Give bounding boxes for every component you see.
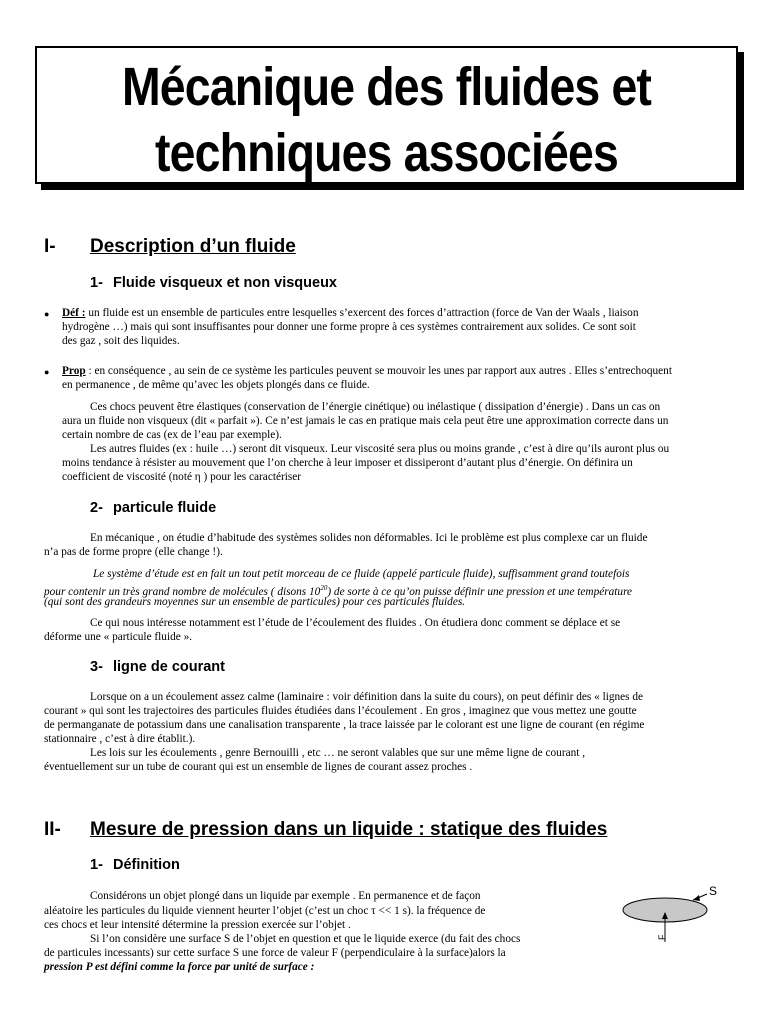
def-text-1: un fluide est un ensemble de particules entre lesquelles s’exercent des forces d’attraction (force de Van der Waals , liaison	[85, 307, 639, 319]
def-paragraph-line-3: des gaz , soit des liquides.	[62, 335, 180, 347]
particule-italic-line-1: Le système d’étude est en fait un tout petit morceau de ce fluide (appelé particule fluide), suffisamment grand toutefois	[93, 568, 630, 580]
particule-italic-line-3: (qui sont des grandeurs moyennes sur un ensemble de particules) pour ces particules fluides.	[44, 596, 466, 608]
surface-force-diagram	[615, 880, 725, 960]
subsection-1-1-number: 1-	[90, 275, 103, 291]
def-label: Déf :	[62, 307, 86, 319]
ligne-line-4: stationnaire , c’est à dire établit.).	[44, 733, 196, 745]
def-paragraph-line-1	[62, 306, 638, 320]
def-paragraph-line-2: hydrogène …) mais qui sont insuffisantes pour donner une forme propre à ces systèmes contrairement aux solides. Ce sont soit	[62, 321, 636, 333]
definition-line-3: ces chocs et leur intensité détermine la pression exercée sur l’objet .	[44, 919, 351, 931]
definition-line-1: Considérons un objet plongé dans un liquide par exemple . En permanence et de façon	[90, 890, 481, 902]
subsection-1-1-title: Fluide visqueux et non visqueux	[113, 275, 337, 291]
document-title-line-2: techniques associées	[155, 123, 618, 183]
ligne-line-5: Les lois sur les écoulements , genre Bernouilli , etc … ne seront valables que sur une même ligne de courant ,	[90, 747, 586, 759]
prop-text-1: : en conséquence , au sein de ce système les particules peuvent se mouvoir les unes par rapport aux autres . Elles s’entrechoquent	[85, 365, 672, 377]
chocs-line-4: Les autres fluides (ex : huile …) seront dit visqueux. Leur viscosité sera plus ou moins grande , c’est à dire qu’ils auront plus ou	[90, 443, 670, 455]
bullet-icon: ●	[44, 309, 50, 319]
surface-label: S	[709, 884, 718, 898]
section-1-title	[90, 236, 296, 258]
prop-paragraph-line-2: en permanence , de même qu’avec les objets plongés dans ce fluide.	[62, 379, 370, 391]
subsection-2-1-number: 1-	[90, 857, 103, 873]
particule-line-1: En mécanique , on étudie d’habitude des systèmes solides non déformables. Ici le problème est plus complexe car un fluide	[90, 532, 648, 544]
definition-line-5: de particules incessants) sur cette surface S une force de valeur F (perpendiculaire à la surface)alors la	[44, 947, 506, 959]
chocs-line-5: moins tendance à résister au mouvement que l’on cherche à leur imposer et dissiperont d’autant plus d’énergie. On définira un	[62, 457, 633, 469]
particule-line-2: n’a pas de forme propre (elle change !).	[44, 546, 223, 558]
section-2-title-text: Mesure de pression dans un liquide : statique des fluides	[90, 819, 608, 840]
prop-paragraph-line-1	[62, 364, 672, 378]
subsection-1-3-title: ligne de courant	[113, 659, 225, 675]
surface-pointer-arrowhead	[693, 895, 700, 901]
section-1-title-text: Description d’un fluide	[90, 236, 296, 257]
subsection-1-3-number: 3-	[90, 659, 103, 675]
particule-italic-text-b: ) de sorte à ce qu’on puisse définir une pression et une température	[327, 585, 633, 598]
particule-line-4: déforme une « particule fluide ».	[44, 631, 193, 643]
ligne-line-3: de permanganate de potassium dans une canalisation transparente , la trace laissée par le colorant est une ligne de courant (en régime	[44, 719, 645, 731]
chocs-line-2: aura un fluide non visqueux (dit « parfait »). Ce n’est jamais le cas en pratique mais cela peut être une approximation correcte dans un	[62, 415, 669, 427]
section-2-number: II-	[44, 819, 61, 840]
prop-label: Prop	[62, 365, 86, 377]
force-label: F	[657, 934, 667, 940]
chocs-line-3: certain nombre de cas (ex de l’eau par exemple).	[62, 429, 282, 441]
subsection-1-2-title: particule fluide	[113, 500, 217, 516]
pressure-definition-line: pression P est défini comme la force par unité de surface :	[44, 961, 315, 973]
particule-line-3: Ce qui nous intéresse notamment est l’étude de l’écoulement des fluides . On étudiera donc comment se déplace et se	[90, 617, 621, 629]
subsection-1-2-number: 2-	[90, 500, 103, 516]
ligne-line-6: éventuellement sur un tube de courant qui est un ensemble de lignes de courant assez proches .	[44, 761, 473, 773]
subsection-2-1-title: Définition	[113, 857, 180, 873]
section-2-title	[90, 819, 607, 841]
chocs-line-1: Ces chocs peuvent être élastiques (conservation de l’énergie cinétique) ou inélastique ( dissipation d’énergie) . Dans un cas on	[90, 401, 661, 413]
ligne-line-1: Lorsque on a un écoulement assez calme (laminaire : voir définition dans la suite du cours), on peut définir des « lignes de	[90, 691, 644, 703]
particule-italic-text-a: pour contenir un très grand nombre de molécules ( disons 10	[44, 585, 321, 598]
ligne-line-2: courant » qui sont les trajectoires des particules fluides étudiées dans l’écoulement . En gros , imaginez que vous mettez une goutte	[44, 705, 637, 717]
definition-line-2: aléatoire les particules du liquide viennent heurter l’objet (c’est un choc τ << 1 s). la fréquence de	[44, 905, 486, 917]
section-1-number: I-	[44, 236, 56, 257]
bullet-icon: ●	[44, 367, 50, 377]
document-title-line-1: Mécanique des fluides et	[121, 57, 652, 117]
definition-line-4: Si l’on considère une surface S de l’objet en question et que le liquide exerce (du fait des chocs	[90, 933, 521, 945]
chocs-line-6: coefficient de viscosité (noté η ) pour les caractériser	[62, 471, 302, 483]
title-box	[35, 46, 738, 184]
exponent: 20	[320, 584, 328, 592]
